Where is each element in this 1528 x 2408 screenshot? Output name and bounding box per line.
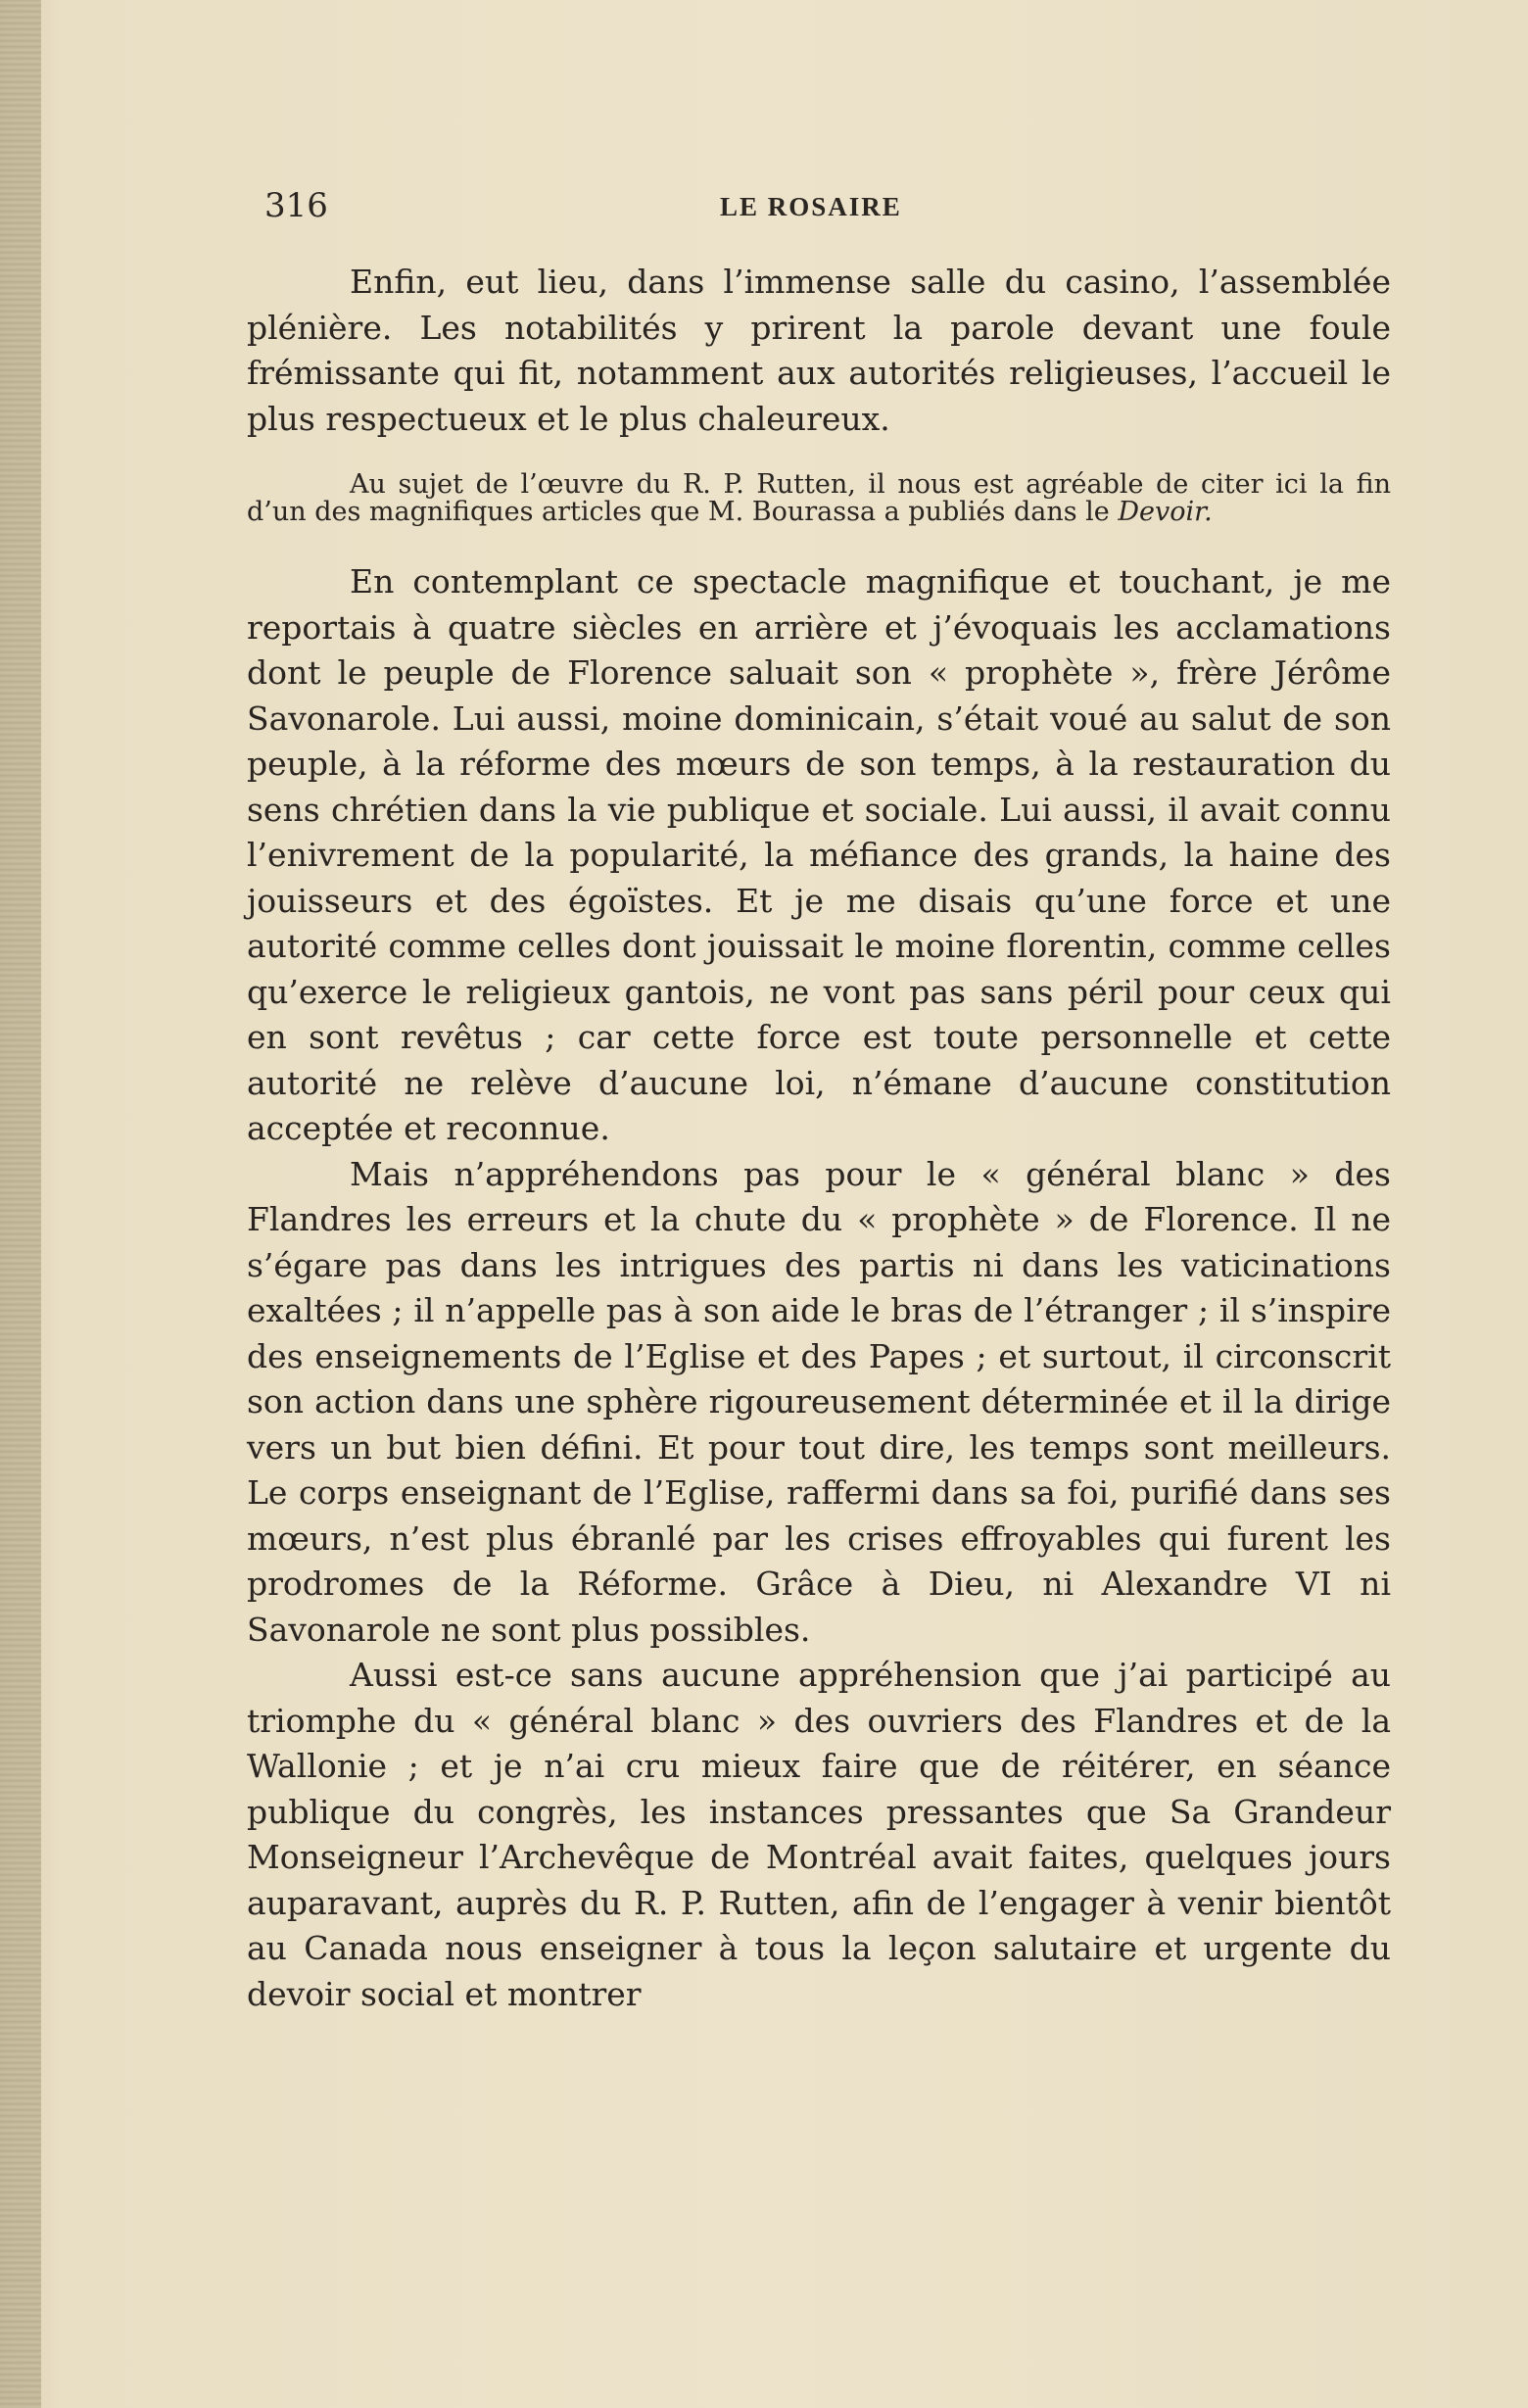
paragraph-savonarole: En contemplant ce spectacle magnifique et touchant, je me reportais à quatre siècles en arrière et j’évoquais les acclamations dont le peuple de Florence saluait son « prophète », frère Jérôme Savonarole. Lui aussi, moine dominicain, s’était voué au salut de son peuple, à la réforme des mœurs de son temps, à la restauration du sens chrétien dans la vie publique et sociale. Lui aussi, il avait connu l’enivrement de la popularité, la méfiance des grands, la haine des jouisseurs et des égoïstes. Et je me disais qu’une force et une autorité comme celles dont jouissait le moine florentin, comme celles qu’exerce le religieux gantois, ne vont pas sans péril pour ceux qui en sont revêtus ; car cette force est toute personnelle et cette autorité ne relève d’aucune loi, n’émane d’aucune constitution acceptée et reconnue. — [247, 562, 1391, 1147]
running-head: LE ROSAIRE — [720, 192, 902, 221]
body-text — [247, 260, 1391, 2017]
paragraph-assembly: Enfin, eut lieu, dans l’immense salle du casino, l’assemblée plénière. Les notabilités y prirent la parole devant une foule frémissante qui fit, notamment aux autorités religieuses, l’accueil le plus respectueux et le plus chaleureux. — [247, 263, 1391, 438]
paragraph-triomphe: Aussi est-ce sans aucune appréhension que j’ai participé au triomphe du « général blanc » des ouvriers des Flandres et de la Wallonie ; et je n’ai cru mieux faire que de réitérer, en séance publique du congrès, les instances pressantes que Sa Grandeur Monseigneur l’Archevêque de Montréal avait faites, quelques jours auparavant, auprès du R. P. Rutten, afin de l’engager à venir bientôt au Canada nous enseigner à tous la leçon salutaire et urgente du devoir social et montrer — [247, 1656, 1391, 2013]
editorial-note-italic: Devoir. — [1118, 497, 1213, 527]
editorial-note — [247, 471, 1391, 526]
editorial-note-text: Au sujet de l’œuvre du R. P. Rutten, il nous est agréable de citer ici la fin d’un des magnifiques articles que M. Bourassa a publiés dans le — [247, 469, 1391, 527]
paragraph-general-blanc: Mais n’appréhendons pas pour le « général blanc » des Flandres les erreurs et la chute du « prophète » de Florence. Il ne s’égare pas dans les intrigues des partis ni dans les vaticinations exaltées ; il n’appelle pas à son aide le bras de l’étranger ; il s’inspire des enseignements de l’Eglise et des Papes ; et surtout, il circonscrit son action dans une sphère rigoureusement déterminée et il la dirige vers un but bien défini. Et pour tout dire, les temps sont meilleurs. Le corps enseignant de l’Eglise, raffermi dans sa foi, purifié dans ses mœurs, n’est plus ébranlé par les crises effroyables qui furent les prodromes de la Réforme. Grâce à Dieu, ni Alexandre VI ni Savonarole ne sont plus possibles. — [247, 1154, 1391, 1649]
page-header — [264, 186, 1391, 235]
page-number: 316 — [264, 186, 328, 225]
binding-gutter — [0, 0, 41, 2408]
